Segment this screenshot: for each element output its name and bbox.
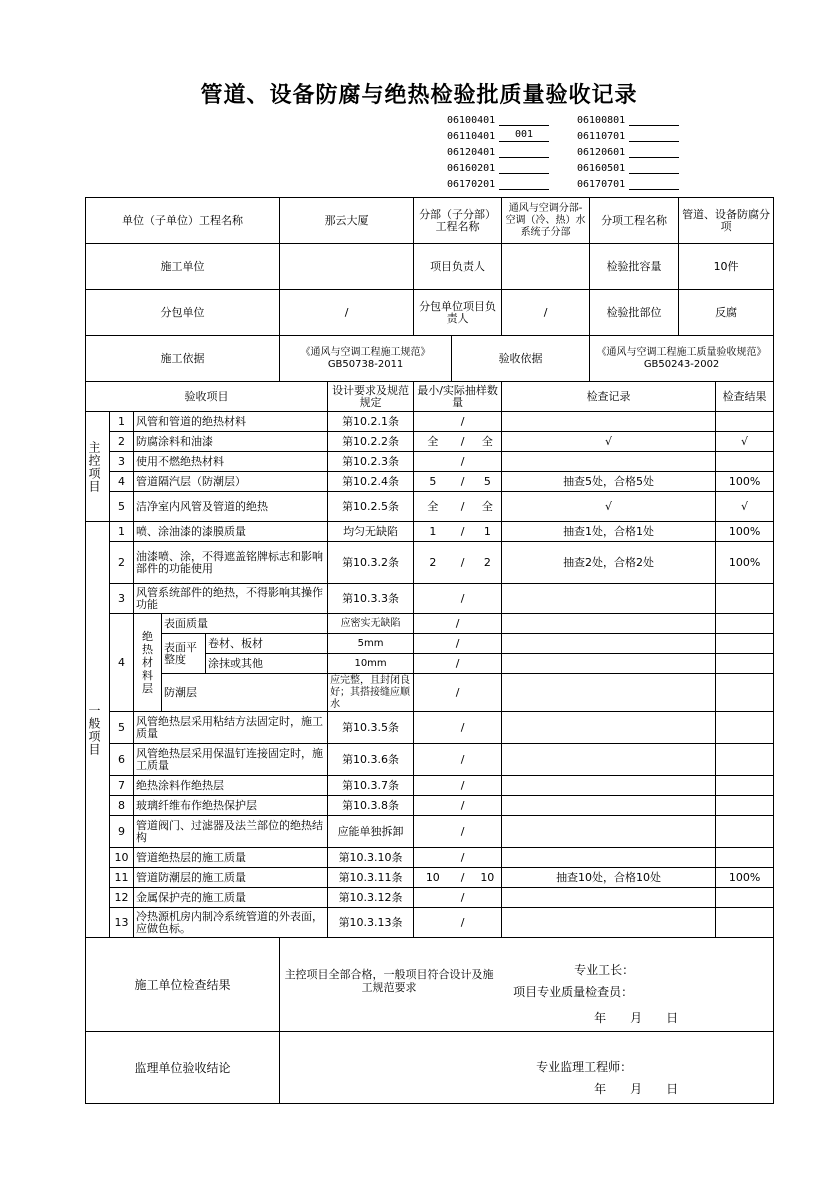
code-blank xyxy=(499,144,549,158)
item-no: 11 xyxy=(110,868,134,888)
item-record xyxy=(502,776,716,796)
table-row xyxy=(86,712,774,744)
sample-min xyxy=(414,776,452,796)
item-result: √ xyxy=(716,432,774,452)
pm-label: 项目负责人 xyxy=(414,244,502,290)
code-row xyxy=(447,110,707,126)
code-item xyxy=(577,112,707,126)
code-item xyxy=(577,176,707,190)
code-item xyxy=(447,176,577,190)
item-record xyxy=(502,908,716,938)
item-result: 100% xyxy=(716,542,774,584)
code-blank xyxy=(629,144,679,158)
general-section-label xyxy=(86,522,110,938)
code-blank xyxy=(629,128,679,142)
item-spec: 第10.3.12条 xyxy=(328,888,414,908)
sample-actual xyxy=(474,712,502,744)
sample-min xyxy=(414,584,452,614)
sample-actual xyxy=(474,412,502,432)
item-no: 4 xyxy=(110,472,134,492)
sample-actual: 全 xyxy=(474,432,502,452)
item-no: 3 xyxy=(110,452,134,472)
item-record xyxy=(502,614,716,634)
sample-slash: / xyxy=(452,888,474,908)
sample-actual xyxy=(474,744,502,776)
item-record xyxy=(502,654,716,674)
supervision-date: 年 月 日 xyxy=(594,1082,679,1096)
subcontractor-value: / xyxy=(280,290,414,336)
subitem-label: 分项工程名称 xyxy=(590,198,679,244)
table-row xyxy=(86,452,774,472)
item-record: √ xyxy=(502,492,716,522)
sample-actual: 5 xyxy=(474,472,502,492)
table-row xyxy=(86,888,774,908)
item-name: 防腐涂料和油漆 xyxy=(134,432,328,452)
item-record xyxy=(502,744,716,776)
part-label: 检验批部位 xyxy=(590,290,679,336)
col-item: 验收项目 xyxy=(86,382,328,412)
item-spec: 第10.3.8条 xyxy=(328,796,414,816)
item-spec: 应密实无缺陷 xyxy=(328,614,414,634)
table-row xyxy=(86,584,774,614)
sample-min xyxy=(414,796,452,816)
item-name: 使用不燃绝热材料 xyxy=(134,452,328,472)
item-name: 玻璃纤维布作绝热保护层 xyxy=(134,796,328,816)
construction-result-cell xyxy=(280,938,774,1032)
item4-subname: 卷材、板材 xyxy=(206,634,328,654)
table-row xyxy=(86,816,774,848)
capacity-value: 10件 xyxy=(679,244,774,290)
table-row xyxy=(86,432,774,452)
code-list xyxy=(447,110,707,190)
item4-flat-label: 表面平整度 xyxy=(162,634,206,674)
subcontractor-label: 分包单位 xyxy=(86,290,280,336)
sample-slash: / xyxy=(414,674,502,712)
item-no: 7 xyxy=(110,776,134,796)
item-no: 6 xyxy=(110,744,134,776)
item-name: 管道防潮层的施工质量 xyxy=(134,868,328,888)
item-result xyxy=(716,888,774,908)
sample-min: 1 xyxy=(414,522,452,542)
item-name: 喷、涂油漆的漆膜质量 xyxy=(134,522,328,542)
foreman-label: 专业工长： xyxy=(574,963,635,977)
table-row xyxy=(86,848,774,868)
sample-actual xyxy=(474,816,502,848)
item-record xyxy=(502,796,716,816)
sample-slash: / xyxy=(414,634,502,654)
item-spec: 第10.3.3条 xyxy=(328,584,414,614)
item-no: 5 xyxy=(110,712,134,744)
sample-slash: / xyxy=(452,452,474,472)
capacity-label: 检验批容量 xyxy=(590,244,679,290)
code-number: 06100801 xyxy=(577,115,626,126)
item-record xyxy=(502,712,716,744)
sample-slash: / xyxy=(452,522,474,542)
sample-slash: / xyxy=(452,584,474,614)
code-number: 06120401 xyxy=(447,147,496,158)
item-spec: 5mm xyxy=(328,634,414,654)
code-number: 06120601 xyxy=(577,147,626,158)
table-row xyxy=(86,674,774,712)
item-result xyxy=(716,614,774,634)
contractor-value xyxy=(280,244,414,290)
division-value: 通风与空调分部-空调（冷、热）水系统子分部 xyxy=(502,198,590,244)
construction-date: 年 月 日 xyxy=(594,1011,679,1025)
item-result: 100% xyxy=(716,472,774,492)
table-row xyxy=(86,492,774,522)
item-result xyxy=(716,712,774,744)
item-no: 1 xyxy=(110,412,134,432)
code-number: 06110401 xyxy=(447,131,496,142)
table-row xyxy=(86,868,774,888)
code-number: 06160201 xyxy=(447,163,496,174)
accept-basis-value: 《通风与空调工程施工质量验收规范》GB50243-2002 xyxy=(590,336,774,382)
construction-result-label: 施工单位检查结果 xyxy=(86,938,280,1032)
engineer-label: 专业监理工程师： xyxy=(536,1060,633,1074)
item-record xyxy=(502,816,716,848)
sample-min xyxy=(414,908,452,938)
sample-min xyxy=(414,712,452,744)
sample-min xyxy=(414,412,452,432)
item-name: 金属保护壳的施工质量 xyxy=(134,888,328,908)
construction-result-text: 主控项目全部合格，一般项目符合设计及施工规范要求 xyxy=(284,968,494,994)
sample-actual: 全 xyxy=(474,492,502,522)
unit-label: 单位（子单位）工程名称 xyxy=(86,198,280,244)
code-blank xyxy=(499,160,549,174)
item4-subname: 涂抹或其他 xyxy=(206,654,328,674)
supervision-result-label: 监理单位验收结论 xyxy=(86,1032,280,1104)
item-spec: 第10.3.6条 xyxy=(328,744,414,776)
item-spec: 第10.3.13条 xyxy=(328,908,414,938)
item-no: 12 xyxy=(110,888,134,908)
item-no: 4 xyxy=(110,614,134,712)
sample-min xyxy=(414,452,452,472)
sample-actual xyxy=(474,452,502,472)
table-row xyxy=(86,542,774,584)
code-blank xyxy=(629,112,679,126)
table-row xyxy=(86,908,774,938)
item-result xyxy=(716,584,774,614)
item-result xyxy=(716,412,774,432)
sample-slash: / xyxy=(452,796,474,816)
code-number: 06110701 xyxy=(577,131,626,142)
table-row xyxy=(86,472,774,492)
sample-min: 5 xyxy=(414,472,452,492)
table-row xyxy=(86,522,774,542)
item-spec: 第10.3.7条 xyxy=(328,776,414,796)
sample-min xyxy=(414,744,452,776)
form-table xyxy=(85,197,774,1104)
item-spec: 第10.2.1条 xyxy=(328,412,414,432)
item-record: 抽查2处，合格2处 xyxy=(502,542,716,584)
item-record: 抽查5处，合格5处 xyxy=(502,472,716,492)
item-spec: 第10.3.11条 xyxy=(328,868,414,888)
supervision-result-cell xyxy=(280,1032,774,1104)
item-record xyxy=(502,888,716,908)
sample-min: 全 xyxy=(414,432,452,452)
item-record: 抽查10处，合格10处 xyxy=(502,868,716,888)
sample-min xyxy=(414,848,452,868)
code-item xyxy=(447,112,577,126)
sample-min: 全 xyxy=(414,492,452,522)
col-result: 检查结果 xyxy=(716,382,774,412)
item-name: 管道隔汽层（防潮层） xyxy=(134,472,328,492)
sample-slash: / xyxy=(452,908,474,938)
item-spec: 第10.2.3条 xyxy=(328,452,414,472)
code-item xyxy=(447,144,577,158)
item-spec: 第10.2.5条 xyxy=(328,492,414,522)
code-blank xyxy=(629,160,679,174)
item-result xyxy=(716,744,774,776)
sample-actual xyxy=(474,796,502,816)
item-spec: 第10.3.5条 xyxy=(328,712,414,744)
code-item xyxy=(577,144,707,158)
item-record xyxy=(502,412,716,432)
sample-slash: / xyxy=(452,868,474,888)
part-value: 反腐 xyxy=(679,290,774,336)
col-sample: 最小/实际抽样数量 xyxy=(414,382,502,412)
table-row xyxy=(86,412,774,432)
item-result: 100% xyxy=(716,868,774,888)
item-result xyxy=(716,848,774,868)
item-no: 2 xyxy=(110,432,134,452)
inspection-form xyxy=(85,197,771,1104)
code-number: 06100401 xyxy=(447,115,496,126)
sample-min xyxy=(414,816,452,848)
item-no: 1 xyxy=(110,522,134,542)
item-no: 3 xyxy=(110,584,134,614)
item-record xyxy=(502,674,716,712)
sample-slash: / xyxy=(452,492,474,522)
item-spec: 第10.2.2条 xyxy=(328,432,414,452)
item-result xyxy=(716,816,774,848)
sample-min: 2 xyxy=(414,542,452,584)
sample-slash: / xyxy=(452,744,474,776)
table-row xyxy=(86,744,774,776)
table-row xyxy=(86,776,774,796)
item-name: 风管系统部件的绝热，不得影响其操作功能 xyxy=(134,584,328,614)
sample-slash: / xyxy=(452,542,474,584)
code-item xyxy=(447,160,577,174)
item-name: 风管绝热层采用粘结方法固定时，施工质量 xyxy=(134,712,328,744)
item-name: 管道阀门、过滤器及法兰部位的绝热结构 xyxy=(134,816,328,848)
item4-group-text: 绝热材料层 xyxy=(142,630,153,695)
item-result xyxy=(716,674,774,712)
sample-slash: / xyxy=(452,848,474,868)
sample-actual xyxy=(474,584,502,614)
item-name: 管道绝热层的施工质量 xyxy=(134,848,328,868)
item-name: 风管绝热层采用保温钉连接固定时，施工质量 xyxy=(134,744,328,776)
code-number: 06170701 xyxy=(577,179,626,190)
item-record xyxy=(502,584,716,614)
item4-group xyxy=(134,614,162,712)
general-items xyxy=(86,522,774,938)
item-spec: 第10.3.10条 xyxy=(328,848,414,868)
main-section-text: 主控项目 xyxy=(87,440,101,493)
sample-actual xyxy=(474,908,502,938)
item4-subname: 防潮层 xyxy=(162,674,328,712)
general-section-text: 一般项目 xyxy=(87,703,101,756)
unit-value: 那云大厦 xyxy=(280,198,414,244)
sample-slash: / xyxy=(452,432,474,452)
main-section-label xyxy=(86,412,110,522)
pm-value xyxy=(502,244,590,290)
item-record xyxy=(502,452,716,472)
item-result: √ xyxy=(716,492,774,522)
item-spec: 第10.2.4条 xyxy=(328,472,414,492)
inspector-label: 项目专业质量检查员： xyxy=(513,985,634,999)
sample-actual: 2 xyxy=(474,542,502,584)
col-record: 检查记录 xyxy=(502,382,716,412)
item-spec: 应能单独拆卸 xyxy=(328,816,414,848)
item-no: 13 xyxy=(110,908,134,938)
sample-min: 10 xyxy=(414,868,452,888)
item-result xyxy=(716,776,774,796)
item-record xyxy=(502,848,716,868)
sample-actual: 10 xyxy=(474,868,502,888)
code-number: 06170201 xyxy=(447,179,496,190)
item-result xyxy=(716,634,774,654)
sample-slash: / xyxy=(414,614,502,634)
main-items xyxy=(86,412,774,522)
item-record: √ xyxy=(502,432,716,452)
code-row xyxy=(447,142,707,158)
col-design: 设计要求及规范规定 xyxy=(328,382,414,412)
code-row xyxy=(447,126,707,142)
sample-min xyxy=(414,888,452,908)
sample-actual xyxy=(474,776,502,796)
sample-slash: / xyxy=(452,816,474,848)
item-result xyxy=(716,654,774,674)
sample-slash: / xyxy=(452,712,474,744)
division-label: 分部（子分部）工程名称 xyxy=(414,198,502,244)
item-result xyxy=(716,796,774,816)
item-name: 绝热涂料作绝热层 xyxy=(134,776,328,796)
accept-basis-label: 验收依据 xyxy=(452,336,590,382)
item-name: 洁净室内风管及管道的绝热 xyxy=(134,492,328,522)
item4-subname: 表面质量 xyxy=(162,614,328,634)
table-row xyxy=(86,796,774,816)
item-name: 风管和管道的绝热材料 xyxy=(134,412,328,432)
sample-actual xyxy=(474,848,502,868)
item-spec: 应完整，且封闭良好；其搭接缝应顺水 xyxy=(328,674,414,712)
code-number: 06160501 xyxy=(577,163,626,174)
table-row xyxy=(86,614,774,634)
item-no: 9 xyxy=(110,816,134,848)
code-item xyxy=(577,128,707,142)
item-no: 5 xyxy=(110,492,134,522)
contractor-label: 施工单位 xyxy=(86,244,280,290)
basis-value: 《通风与空调工程施工规范》GB50738-2011 xyxy=(280,336,452,382)
sample-actual: 1 xyxy=(474,522,502,542)
code-blank: 001 xyxy=(499,128,549,142)
page-title: 管道、设备防腐与绝热检验批质量验收记录 xyxy=(200,82,638,108)
code-row xyxy=(447,174,707,190)
code-item xyxy=(577,160,707,174)
item-name: 冷热源机房内制冷系统管道的外表面，应做色标。 xyxy=(134,908,328,938)
table-row xyxy=(86,634,774,654)
item-no: 8 xyxy=(110,796,134,816)
item-no: 2 xyxy=(110,542,134,584)
code-item xyxy=(447,128,577,142)
sub-pm-value: / xyxy=(502,290,590,336)
code-blank xyxy=(499,112,549,126)
item-result: 100% xyxy=(716,522,774,542)
code-blank xyxy=(499,176,549,190)
sub-pm-label: 分包单位项目负责人 xyxy=(414,290,502,336)
code-row xyxy=(447,158,707,174)
code-blank xyxy=(629,176,679,190)
sample-slash: / xyxy=(414,654,502,674)
item-spec: 均匀无缺陷 xyxy=(328,522,414,542)
item-spec: 第10.3.2条 xyxy=(328,542,414,584)
sample-slash: / xyxy=(452,472,474,492)
item-result xyxy=(716,452,774,472)
sample-slash: / xyxy=(452,776,474,796)
basis-label: 施工依据 xyxy=(86,336,280,382)
item-spec: 10mm xyxy=(328,654,414,674)
item-record xyxy=(502,634,716,654)
subitem-value: 管道、设备防腐分项 xyxy=(679,198,774,244)
sample-actual xyxy=(474,888,502,908)
item-result xyxy=(716,908,774,938)
item-record: 抽查1处，合格1处 xyxy=(502,522,716,542)
sample-slash: / xyxy=(452,412,474,432)
item-name: 油漆喷、涂，不得遮盖铭牌标志和影响部件的功能使用 xyxy=(134,542,328,584)
item-no: 10 xyxy=(110,848,134,868)
